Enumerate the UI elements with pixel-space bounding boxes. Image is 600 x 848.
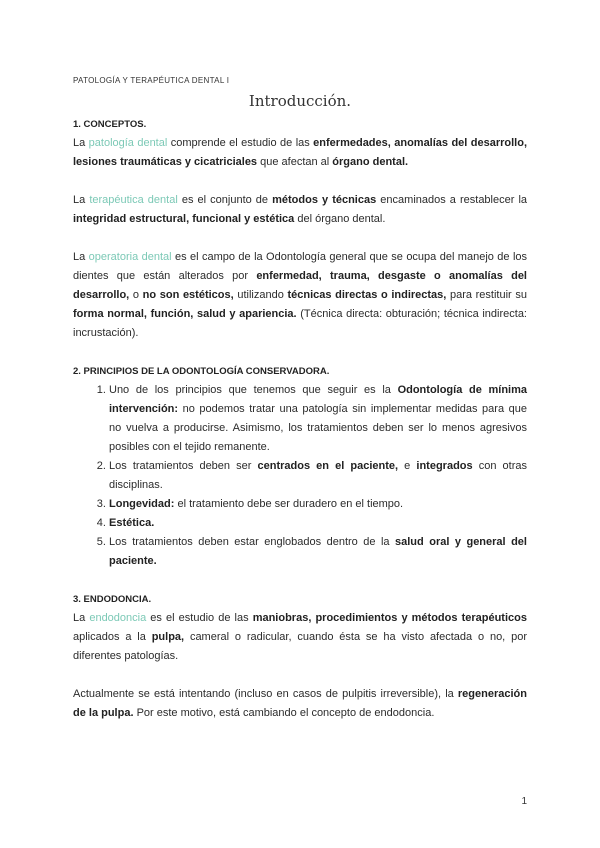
paragraph-regeneracion xyxy=(73,685,527,723)
text: comprende el estudio de las xyxy=(167,137,314,149)
text: el tratamiento debe ser duradero en el tiempo. xyxy=(174,498,404,510)
document-body xyxy=(73,115,527,723)
bold-text: pulpa, xyxy=(151,631,185,643)
text: del órgano dental. xyxy=(294,213,386,225)
list-item xyxy=(109,514,527,533)
list-item xyxy=(109,381,527,457)
text: Los tratamientos deben estar englobados dentro de la xyxy=(109,536,396,548)
text: o xyxy=(129,289,143,301)
bold-text: Longevidad: xyxy=(109,498,175,510)
bold-text: enfermedades, anomalías del desarrollo, lesiones traumáticas y cicatriciales xyxy=(73,137,527,168)
bold-text: órgano dental. xyxy=(332,156,409,168)
list-item xyxy=(109,457,527,495)
section-heading-endodoncia: 3. ENDODONCIA. xyxy=(73,594,152,605)
paragraph-terapeutica xyxy=(73,191,527,229)
list-item xyxy=(109,533,527,571)
term-operatoria-dental: operatoria dental xyxy=(88,251,172,263)
bold-text: Odontología de mínima intervención: xyxy=(109,384,527,415)
bold-text: técnicas directas o indirectas, xyxy=(287,289,447,301)
bold-text: enfermedad, trauma, desgaste o anomalías del desarrollo, xyxy=(73,270,527,301)
text: aplicados a la xyxy=(73,631,152,643)
term-endodoncia: endodoncia xyxy=(89,612,147,624)
text: La xyxy=(73,137,89,149)
text: es el campo de la Odontología general que se ocupa del manejo de los dientes que están alterados por xyxy=(73,251,528,282)
text: (Técnica directa: obturación; técnica indirecta: incrustación). xyxy=(73,308,527,339)
text: que afectan al xyxy=(257,156,333,168)
list-item xyxy=(109,495,527,514)
bold-text: salud oral y general del paciente. xyxy=(109,536,527,567)
bold-text: Estética. xyxy=(109,517,155,529)
text: encaminados a restablecer la xyxy=(376,194,528,206)
page-title: Introducción. xyxy=(248,92,352,110)
text: e xyxy=(398,460,417,472)
bold-text: métodos y técnicas xyxy=(272,194,377,206)
text: Los tratamientos deben ser xyxy=(109,460,258,472)
bold-text: no son estéticos, xyxy=(142,289,234,301)
bold-text: integrados xyxy=(416,460,473,472)
term-terapeutica-dental: terapéutica dental xyxy=(89,194,178,206)
paragraph-endodoncia xyxy=(73,609,527,666)
term-patologia-dental: patología dental xyxy=(88,137,168,149)
principles-list xyxy=(73,381,527,571)
text: con otras disciplinas. xyxy=(109,460,528,491)
section-heading-principios: 2. PRINCIPIOS DE LA ODONTOLOGÍA CONSERVADORA. xyxy=(73,366,330,377)
text: no podemos tratar una patología sin implementar medidas para que no vuelva a producirse. Asimismo, los tratamientos deben ser lo menos agresivos posibles con el tejido remanente. xyxy=(109,403,527,453)
running-header: PATOLOGÍA Y TERAPÉUTICA DENTAL I xyxy=(73,76,230,85)
bold-text: maniobras, procedimientos y métodos terapéuticos xyxy=(252,612,527,624)
text: utilizando xyxy=(233,289,288,301)
paragraph-patologia xyxy=(73,134,527,172)
text: cameral o radicular, cuando ésta se ha visto afectada o no, por diferentes patologías. xyxy=(73,631,527,662)
bold-text: forma normal, función, salud y apariencia. xyxy=(73,308,297,320)
text: Uno de los principios que tenemos que seguir es la xyxy=(109,384,398,396)
text: La xyxy=(73,194,90,206)
bold-text: regeneración de la pulpa. xyxy=(73,688,527,719)
section-heading-conceptos: 1. CONCEPTOS. xyxy=(73,119,147,130)
page-number: 1 xyxy=(521,796,527,807)
text: para restituir su xyxy=(446,289,527,301)
text: Actualmente se está intentando (incluso en casos de pulpitis irreversible), la xyxy=(73,688,458,700)
text: es el conjunto de xyxy=(177,194,273,206)
bold-text: integridad estructural, funcional y estética xyxy=(73,213,295,225)
bold-text: centrados en el paciente, xyxy=(257,460,399,472)
text: La xyxy=(73,251,89,263)
text: es el estudio de las xyxy=(146,612,253,624)
paragraph-operatoria xyxy=(73,248,527,343)
text: La xyxy=(73,612,90,624)
text: Por este motivo, está cambiando el concepto de endodoncia. xyxy=(133,707,435,719)
